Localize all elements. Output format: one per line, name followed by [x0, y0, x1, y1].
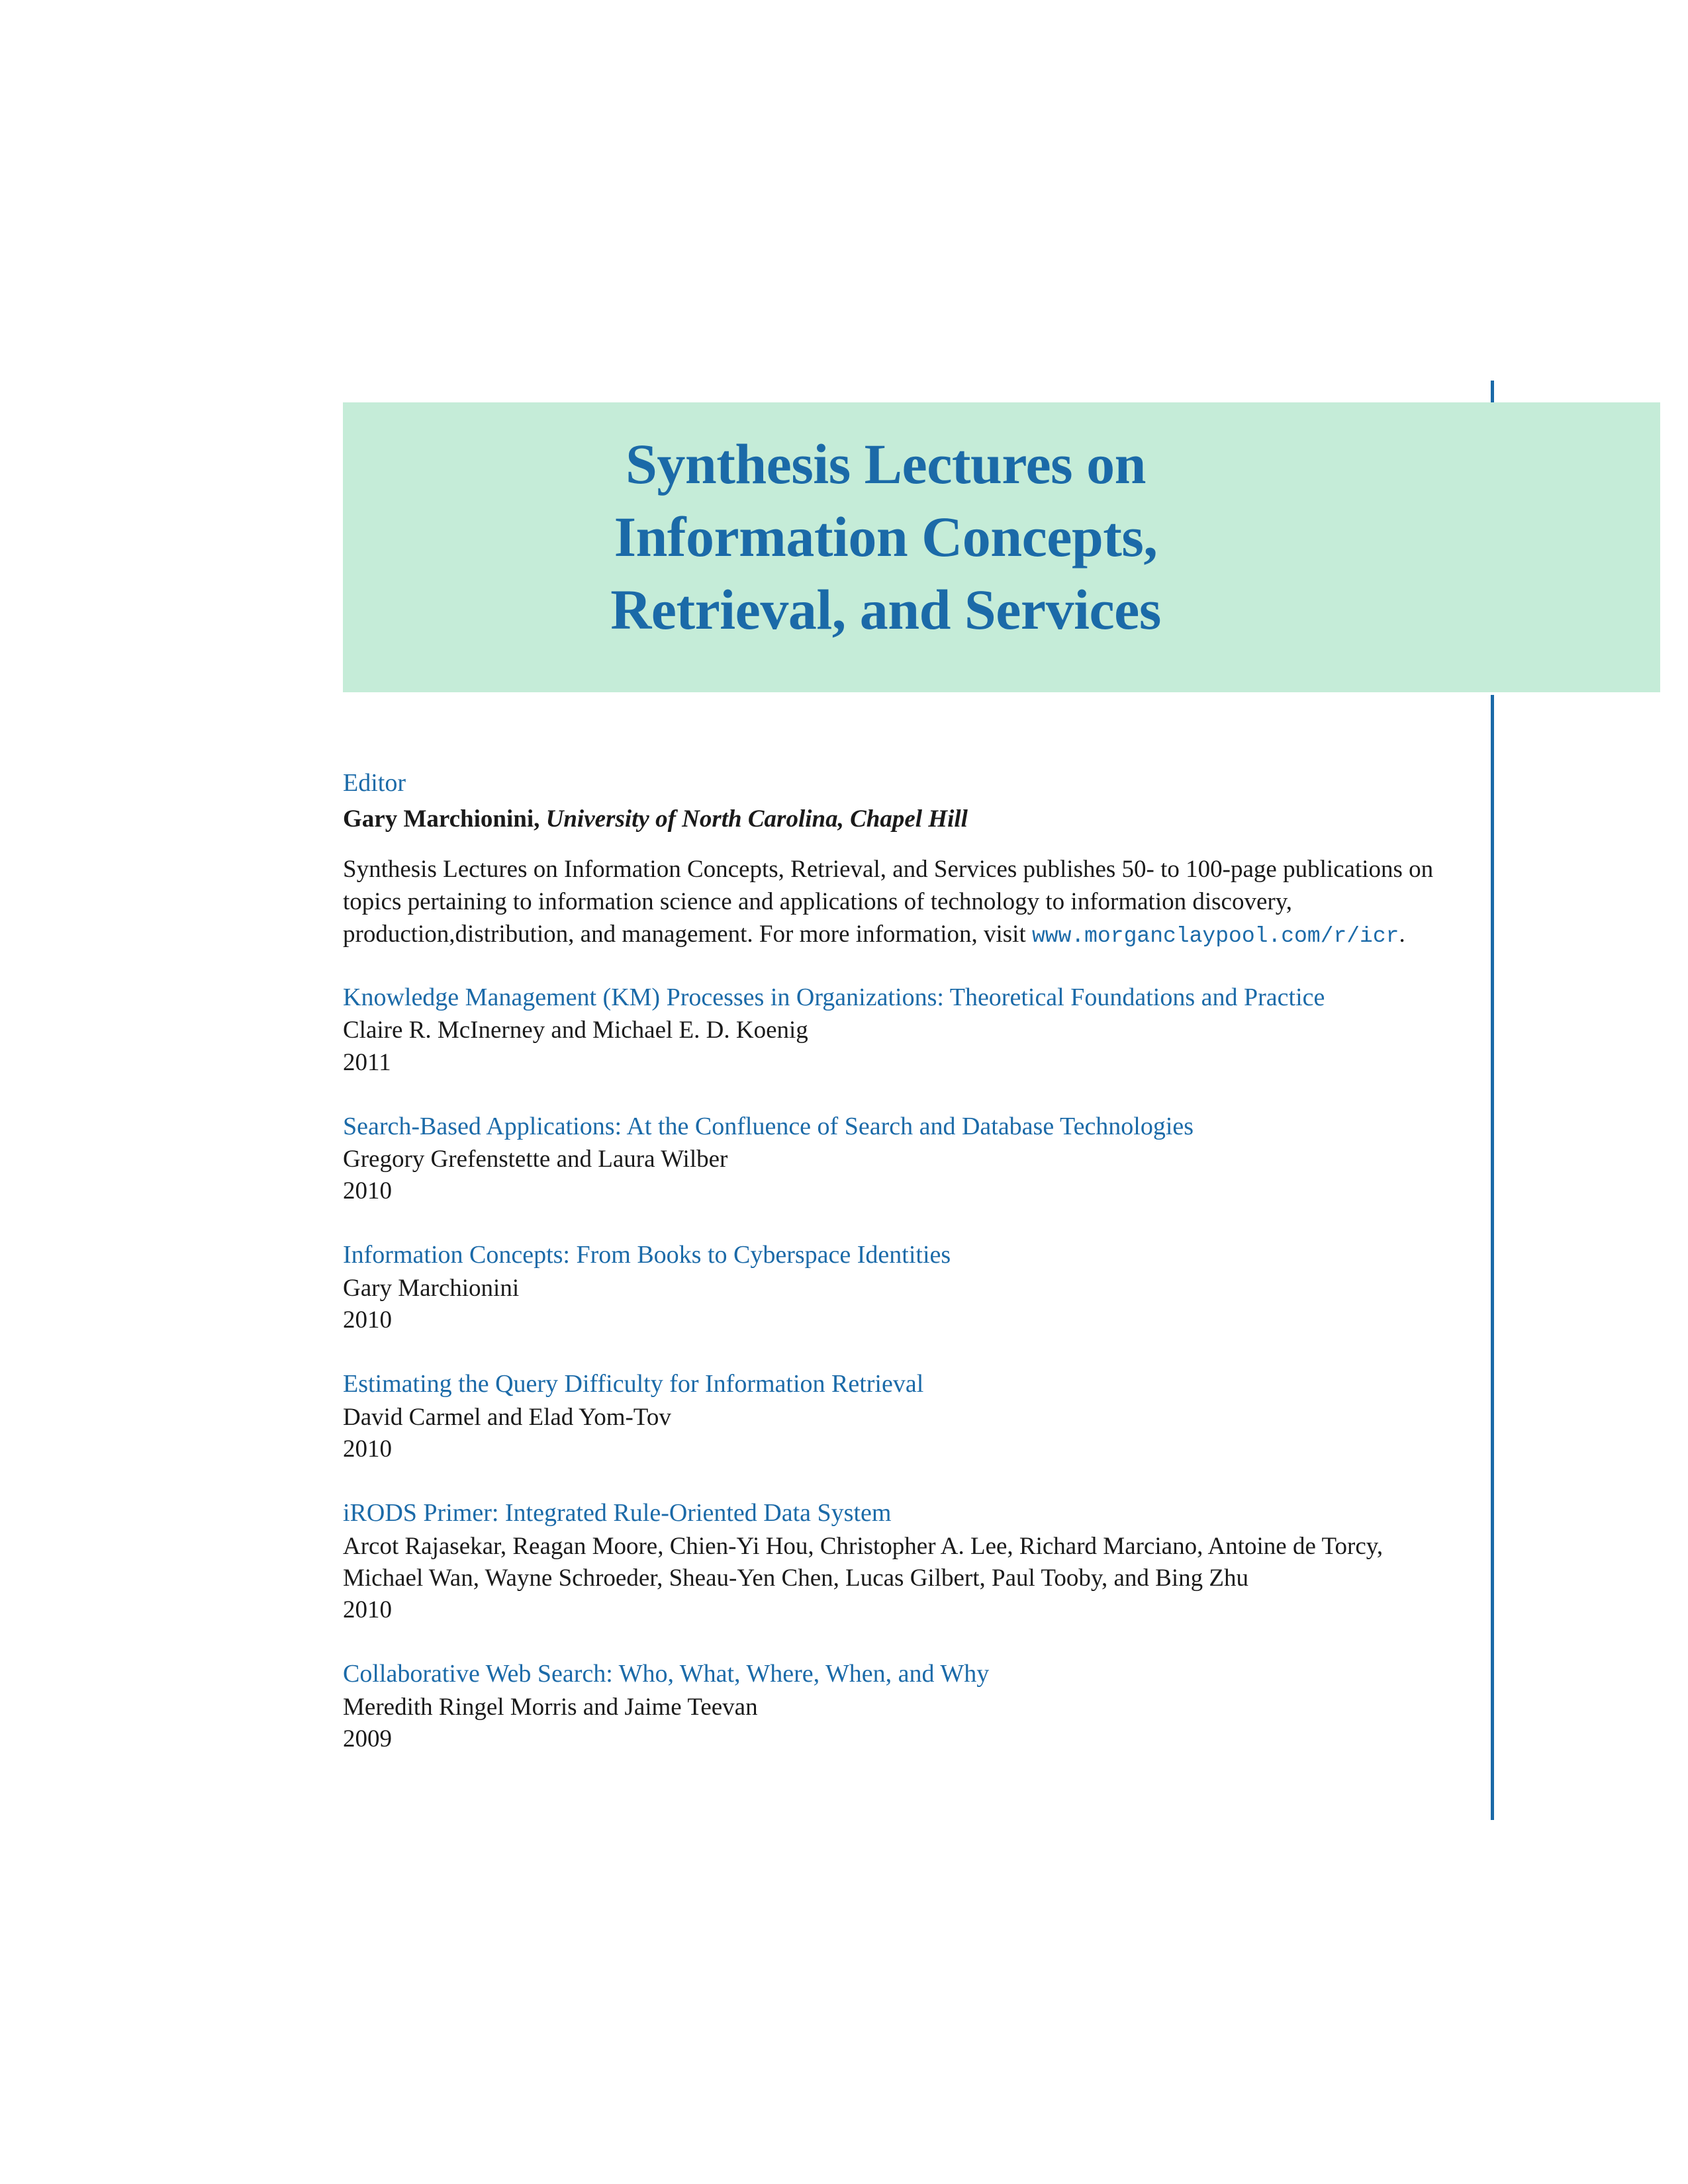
series-description-period: .: [1399, 920, 1405, 948]
entry-authors: Claire R. McInerney and Michael E. D. Koenig: [343, 1017, 808, 1044]
entry-authors: Gary Marchionini: [343, 1275, 520, 1302]
entry-title[interactable]: iRODS Primer: Integrated Rule-Oriented Data System: [343, 1499, 892, 1527]
list-item: [343, 1111, 1468, 1208]
list-item: [343, 1658, 1468, 1755]
entry-title[interactable]: Collaborative Web Search: Who, What, Where, When, and Why: [343, 1659, 990, 1688]
entry-year: 2009: [343, 1725, 392, 1752]
editor-affiliation: University of North Carolina, Chapel Hill: [545, 805, 968, 833]
entry-year: 2010: [343, 1306, 392, 1334]
entry-authors: Arcot Rajasekar, Reagan Moore, Chien-Yi Hou, Christopher A. Lee, Richard Marciano, Antoine de Torcy, Michael Wan, Wayne Schroeder, Sheau-Yen Chen, Lucas Gilbert, Paul Tooby, and Bing Zhu: [343, 1532, 1383, 1592]
series-title-line-1: Synthesis Lectures on: [626, 432, 1146, 496]
series-description: [343, 853, 1468, 951]
series-title-banner: [343, 402, 1660, 692]
entry-year: 2010: [343, 1596, 392, 1623]
editor-name: Gary Marchionini,: [343, 805, 546, 833]
entry-year: 2010: [343, 1177, 392, 1205]
list-item: [343, 1239, 1468, 1336]
entry-authors: Meredith Ringel Morris and Jaime Teevan: [343, 1693, 758, 1721]
series-title-block: [343, 428, 1429, 646]
vertical-rule-top: [1491, 381, 1494, 404]
entry-year: 2010: [343, 1435, 392, 1463]
entry-title[interactable]: Information Concepts: From Books to Cyberspace Identities: [343, 1241, 951, 1269]
series-title-line-3: Retrieval, and Services: [610, 578, 1161, 642]
editor-label: Editor: [343, 769, 406, 797]
list-item: [343, 981, 1468, 1079]
entry-authors: David Carmel and Elad Yom-Tov: [343, 1403, 671, 1431]
content-column: [343, 768, 1468, 1787]
entry-year: 2011: [343, 1048, 391, 1076]
entry-title[interactable]: Search-Based Applications: At the Confluence of Search and Database Technologies: [343, 1112, 1194, 1140]
editor-name-line: [343, 805, 1468, 833]
vertical-rule-main: [1491, 695, 1494, 1820]
list-item: [343, 1497, 1468, 1626]
entry-title[interactable]: Knowledge Management (KM) Processes in Organizations: Theoretical Foundations and Practice: [343, 983, 1325, 1011]
entry-authors: Gregory Grefenstette and Laura Wilber: [343, 1146, 728, 1173]
list-item: [343, 1368, 1468, 1465]
entry-title[interactable]: Estimating the Query Difficulty for Information Retrieval: [343, 1370, 924, 1398]
series-url-link[interactable]: www.morganclaypool.com/r/icr: [1031, 923, 1399, 948]
series-description-text: Synthesis Lectures on Information Concepts, Retrieval, and Services publishes 50- to 100-page publications on topics pertaining to information science and applications of technology to information discovery, production,distribution, and management. For more information, visit: [343, 855, 1434, 948]
series-title-line-2: Information Concepts,: [614, 505, 1158, 569]
